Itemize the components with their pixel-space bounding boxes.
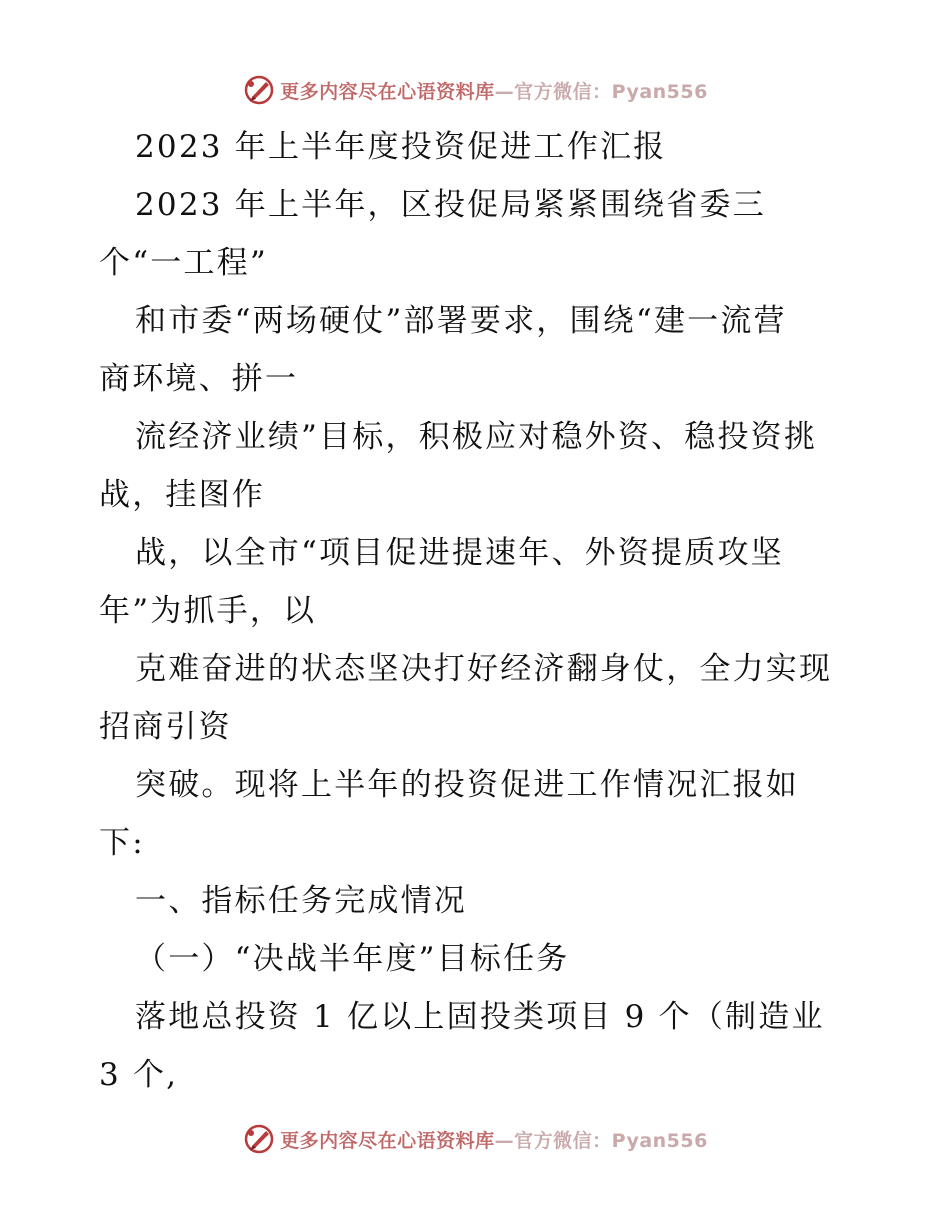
banner-contact: 官方微信：Pyan556 <box>514 1129 708 1152</box>
paragraph-line: 年”为抓手，以 <box>99 593 317 629</box>
paragraph-line: 商环境、拼一 <box>99 361 299 397</box>
footer-watermark-banner <box>0 1119 950 1159</box>
paragraph-line: 战，以全市“项目促进提速年、外资提质攻坚 <box>135 535 784 571</box>
quill-pen-logo-icon <box>242 1122 276 1156</box>
subsection-heading: （一）“决战半年度”目标任务 <box>135 941 570 977</box>
paragraph-line: 个“一工程” <box>99 245 268 281</box>
banner-contact: 官方微信：Pyan556 <box>514 80 708 103</box>
section-heading: 一、指标任务完成情况 <box>135 883 467 919</box>
banner-site-name: 更多内容尽在心语资料库 <box>280 1129 495 1152</box>
paragraph-line: 3 个, <box>99 1057 179 1093</box>
banner-text <box>280 1126 708 1153</box>
banner-dash: — <box>494 1129 515 1152</box>
quill-pen-logo-icon <box>242 73 276 107</box>
paragraph-line: 突破。现将上半年的投资促进工作情况汇报如 <box>135 767 799 803</box>
paragraph-line: 招商引资 <box>99 709 232 745</box>
paragraph-line: 和市委“两场硬仗”部署要求，围绕“建一流营 <box>135 303 787 339</box>
banner-text <box>280 77 708 104</box>
paragraph-line: 克难奋进的状态坚决打好经济翻身仗，全力实现 <box>135 651 833 687</box>
paragraph-line: 落地总投资 1 亿以上固投类项目 9 个（制造业 <box>135 999 825 1035</box>
banner-site-name: 更多内容尽在心语资料库 <box>280 80 495 103</box>
paragraph-line: 下: <box>99 825 145 861</box>
document-title: 2023 年上半年度投资促进工作汇报 <box>135 129 667 165</box>
document-body <box>99 118 859 1104</box>
header-watermark-banner <box>0 70 950 110</box>
paragraph-line: 战，挂图作 <box>99 477 265 513</box>
paragraph-line: 2023 年上半年，区投促局紧紧围绕省委三 <box>135 187 766 223</box>
paragraph-line: 流经济业绩”目标，积极应对稳外资、稳投资挑 <box>135 419 818 455</box>
banner-dash: — <box>494 80 515 103</box>
